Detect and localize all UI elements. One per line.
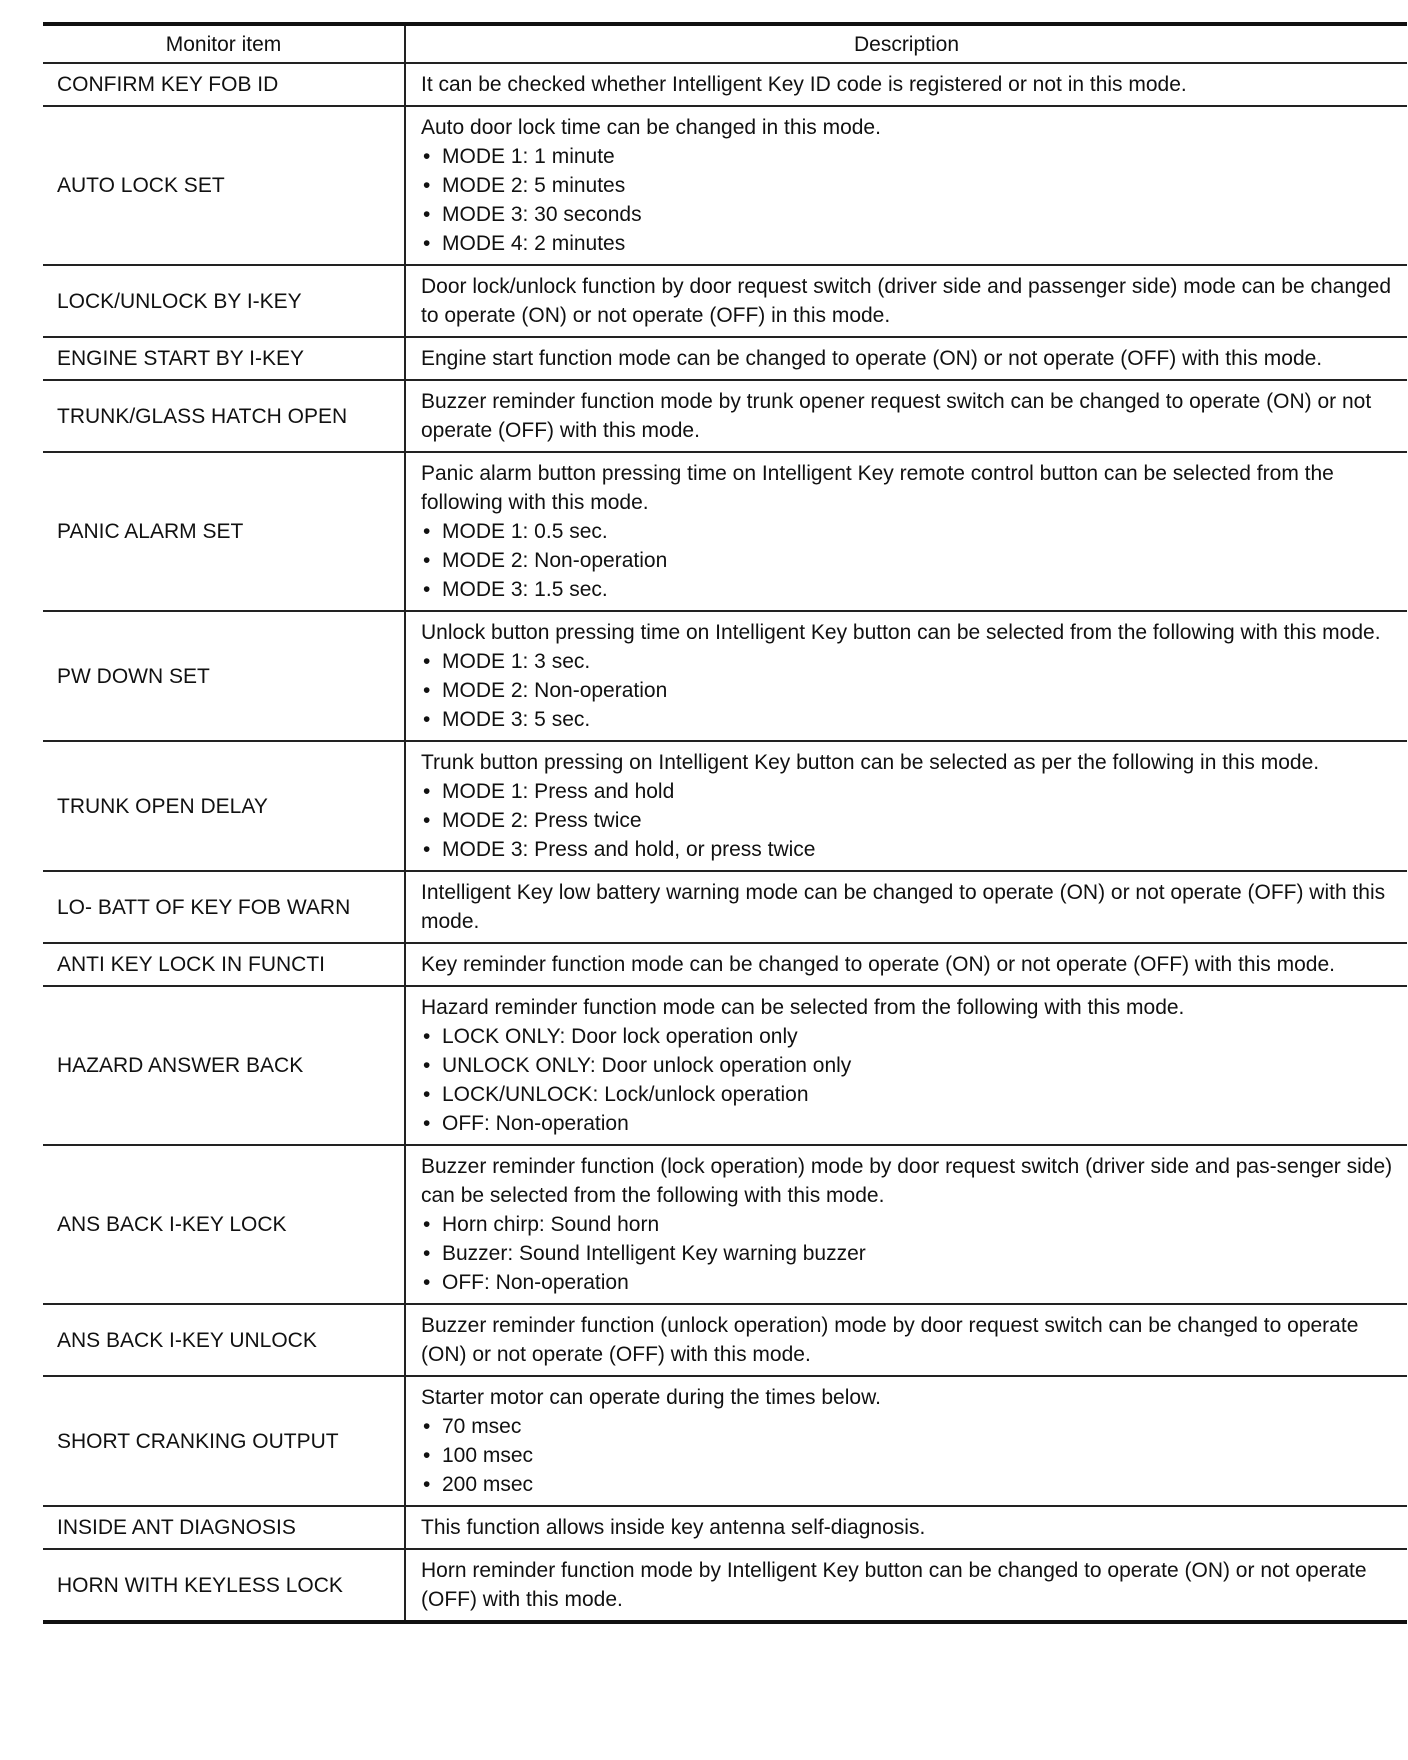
table-row xyxy=(43,452,1407,611)
monitor-item-cell: HORN WITH KEYLESS LOCK xyxy=(43,1549,405,1622)
description-text: Door lock/unlock function by door request switch (driver side and passenger side) mode can be changed to operate (ON) or not operate (OFF) in this mode. xyxy=(421,275,1392,327)
mode-list-item: • MODE 3: Press and hold, or press twice xyxy=(421,835,1399,864)
monitor-item-cell: LOCK/UNLOCK BY I-KEY xyxy=(43,265,405,337)
description-text: It can be checked whether Intelligent Key ID code is registered or not in this mode. xyxy=(421,73,1187,96)
monitor-item-cell: ENGINE START BY I-KEY xyxy=(43,337,405,380)
monitor-item-cell: INSIDE ANT DIAGNOSIS xyxy=(43,1506,405,1549)
description-cell xyxy=(405,106,1407,265)
mode-list-item: • 70 msec xyxy=(421,1412,1399,1441)
monitor-item-cell: AUTO LOCK SET xyxy=(43,106,405,265)
mode-list-item: • 200 msec xyxy=(421,1470,1399,1499)
description-cell xyxy=(405,265,1407,337)
monitor-item-cell: TRUNK/GLASS HATCH OPEN xyxy=(43,380,405,452)
monitor-item-cell: LO- BATT OF KEY FOB WARN xyxy=(43,871,405,943)
monitor-item-cell: PANIC ALARM SET xyxy=(43,452,405,611)
description-cell xyxy=(405,986,1407,1145)
monitor-item-cell: CONFIRM KEY FOB ID xyxy=(43,63,405,106)
mode-list xyxy=(421,1022,1399,1138)
description-text: Key reminder function mode can be changed to operate (ON) or not operate (OFF) with this mode. xyxy=(421,953,1335,976)
description-cell xyxy=(405,1549,1407,1622)
description-cell xyxy=(405,1506,1407,1549)
table-row xyxy=(43,986,1407,1145)
mode-list-item: • 100 msec xyxy=(421,1441,1399,1470)
mode-list-item: • MODE 2: Press twice xyxy=(421,806,1399,835)
table-row xyxy=(43,337,1407,380)
table-header xyxy=(43,24,1407,63)
table-row xyxy=(43,1376,1407,1506)
monitor-item-cell: HAZARD ANSWER BACK xyxy=(43,986,405,1145)
description-cell xyxy=(405,63,1407,106)
monitor-item-table xyxy=(43,22,1407,1624)
description-text: Intelligent Key low battery warning mode can be changed to operate (ON) or not operate (OFF) with this mode. xyxy=(421,881,1386,933)
mode-list-item: • Horn chirp: Sound horn xyxy=(421,1210,1399,1239)
description-cell xyxy=(405,380,1407,452)
mode-list-item: • MODE 4: 2 minutes xyxy=(421,229,1399,258)
description-text: Engine start function mode can be changed to operate (ON) or not operate (OFF) with this mode. xyxy=(421,347,1323,370)
table-row xyxy=(43,380,1407,452)
description-cell xyxy=(405,943,1407,986)
mode-list-item: • MODE 1: 0.5 sec. xyxy=(421,517,1399,546)
mode-list xyxy=(421,142,1399,258)
description-cell xyxy=(405,452,1407,611)
mode-list-item: • MODE 2: Non-operation xyxy=(421,676,1399,705)
description-text: Buzzer reminder function mode by trunk opener request switch can be changed to operate (ON) or not operate (OFF) with this mode. xyxy=(421,390,1372,442)
description-cell xyxy=(405,741,1407,871)
description-text: Hazard reminder function mode can be selected from the following with this mode. xyxy=(421,996,1185,1019)
description-text: Trunk button pressing on Intelligent Key button can be selected as per the following in this mode. xyxy=(421,751,1320,774)
mode-list-item: • Buzzer: Sound Intelligent Key warning buzzer xyxy=(421,1239,1399,1268)
monitor-item-cell: ANS BACK I-KEY LOCK xyxy=(43,1145,405,1304)
description-cell xyxy=(405,1376,1407,1506)
table-row xyxy=(43,265,1407,337)
table-body xyxy=(43,63,1407,1622)
mode-list-item: • MODE 1: 1 minute xyxy=(421,142,1399,171)
mode-list-item: • OFF: Non-operation xyxy=(421,1109,1399,1138)
description-cell xyxy=(405,337,1407,380)
mode-list xyxy=(421,647,1399,734)
description-text: Panic alarm button pressing time on Intelligent Key remote control button can be selected from the following with this mode. xyxy=(421,462,1334,514)
table-row xyxy=(43,943,1407,986)
table-row xyxy=(43,871,1407,943)
mode-list-item: • LOCK ONLY: Door lock operation only xyxy=(421,1022,1399,1051)
monitor-item-cell: TRUNK OPEN DELAY xyxy=(43,741,405,871)
description-text: Buzzer reminder function (lock operation) mode by door request switch (driver side and pas-senger side) can be selected from the following with this mode. xyxy=(421,1155,1393,1207)
table-row xyxy=(43,1549,1407,1622)
monitor-item-cell: SHORT CRANKING OUTPUT xyxy=(43,1376,405,1506)
mode-list-item: • MODE 2: 5 minutes xyxy=(421,171,1399,200)
table-row xyxy=(43,63,1407,106)
description-cell xyxy=(405,1304,1407,1376)
mode-list xyxy=(421,1412,1399,1499)
monitor-item-cell: ANTI KEY LOCK IN FUNCTI xyxy=(43,943,405,986)
description-text: This function allows inside key antenna self-diagnosis. xyxy=(421,1516,926,1539)
mode-list-item: • MODE 1: Press and hold xyxy=(421,777,1399,806)
mode-list-item: • MODE 3: 1.5 sec. xyxy=(421,575,1399,604)
description-text: Buzzer reminder function (unlock operation) mode by door request switch can be changed to operate (ON) or not operate (OFF) with this mode. xyxy=(421,1314,1359,1366)
mode-list-item: • UNLOCK ONLY: Door unlock operation only xyxy=(421,1051,1399,1080)
table-row xyxy=(43,611,1407,741)
mode-list xyxy=(421,777,1399,864)
monitor-item-cell: ANS BACK I-KEY UNLOCK xyxy=(43,1304,405,1376)
description-text: Auto door lock time can be changed in this mode. xyxy=(421,116,881,139)
monitor-item-cell: PW DOWN SET xyxy=(43,611,405,741)
table-row xyxy=(43,741,1407,871)
table-row xyxy=(43,1145,1407,1304)
table-row xyxy=(43,106,1407,265)
description-cell xyxy=(405,611,1407,741)
mode-list-item: • MODE 3: 5 sec. xyxy=(421,705,1399,734)
description-text: Starter motor can operate during the times below. xyxy=(421,1386,881,1409)
column-header-monitor-item: Monitor item xyxy=(43,24,405,63)
mode-list-item: • LOCK/UNLOCK: Lock/unlock operation xyxy=(421,1080,1399,1109)
mode-list-item: • MODE 1: 3 sec. xyxy=(421,647,1399,676)
description-text: Unlock button pressing time on Intelligent Key button can be selected from the following with this mode. xyxy=(421,621,1381,644)
description-text: Horn reminder function mode by Intelligent Key button can be changed to operate (ON) or not operate (OFF) with this mode. xyxy=(421,1559,1367,1611)
mode-list xyxy=(421,1210,1399,1297)
mode-list-item: • MODE 2: Non-operation xyxy=(421,546,1399,575)
description-cell xyxy=(405,871,1407,943)
column-header-description: Description xyxy=(405,24,1407,63)
description-cell xyxy=(405,1145,1407,1304)
mode-list-item: • OFF: Non-operation xyxy=(421,1268,1399,1297)
table-row xyxy=(43,1506,1407,1549)
mode-list xyxy=(421,517,1399,604)
mode-list-item: • MODE 3: 30 seconds xyxy=(421,200,1399,229)
header-row xyxy=(43,24,1407,63)
table-row xyxy=(43,1304,1407,1376)
